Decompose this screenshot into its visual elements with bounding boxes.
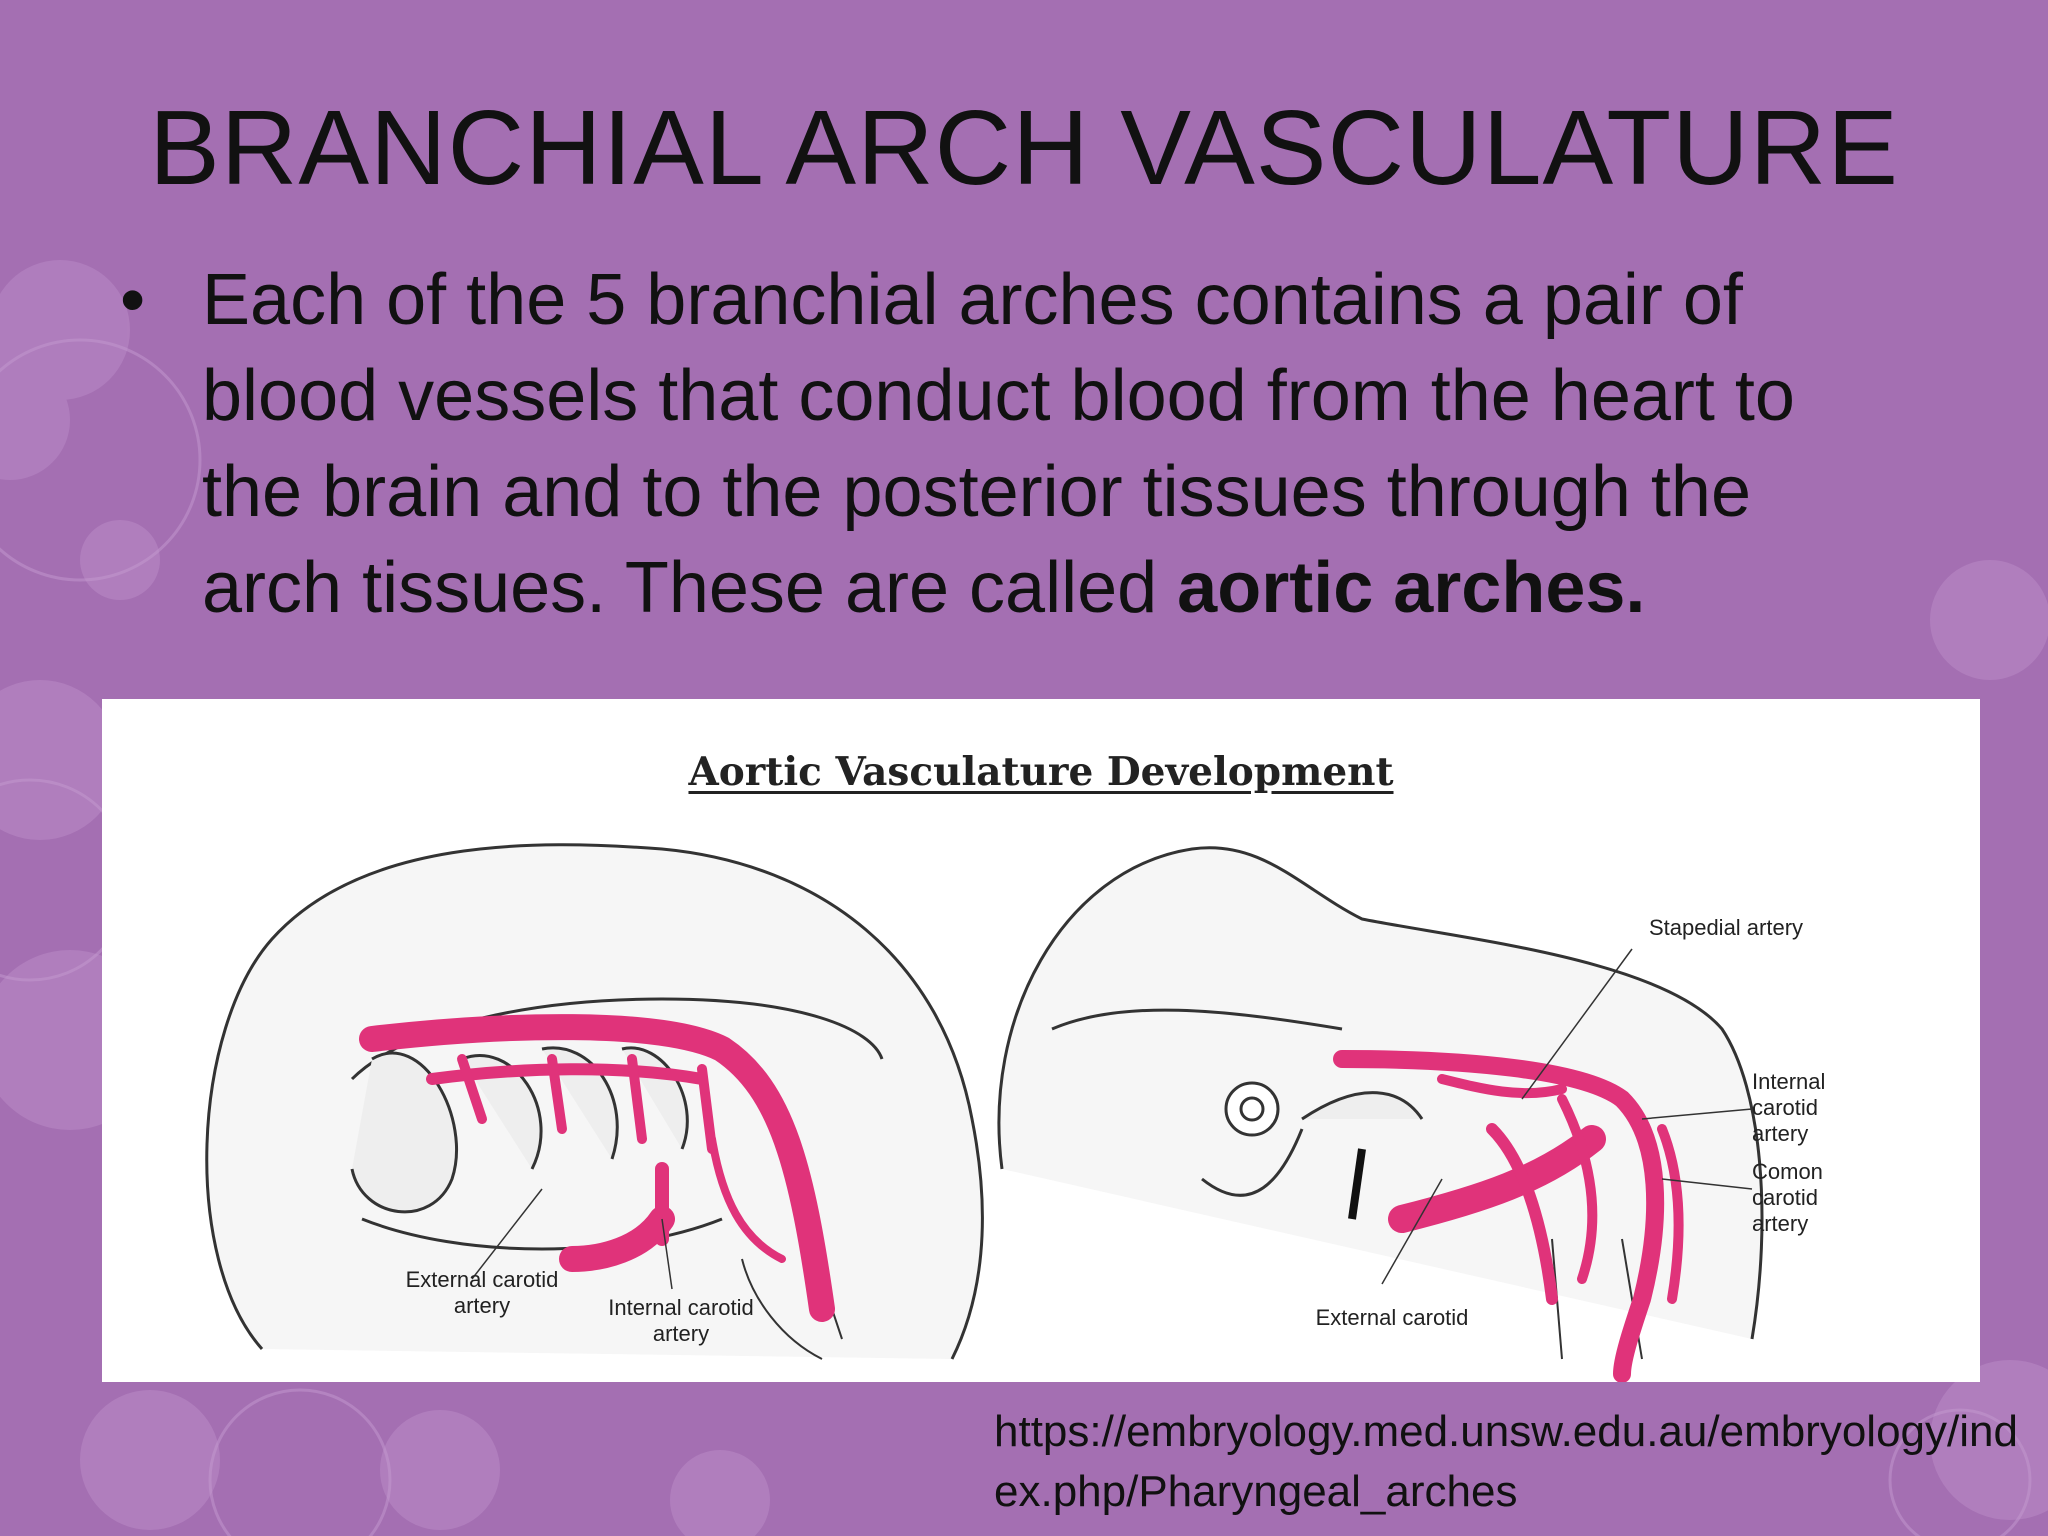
label-left-external-carotid: External carotid artery	[405, 1267, 559, 1318]
slide-title: BRANCHIAL ARCH VASCULATURE	[149, 89, 1899, 207]
bullet-text	[202, 252, 1902, 636]
bullet-body: Each of the 5 branchial arches contains a pair of blood vessels that conduct blood from the heart to the brain and to the posterior tissues through the arch tissues. These are called	[202, 260, 1795, 628]
left-embryo-drawing	[207, 845, 983, 1359]
label-left-internal-carotid: Internal carotid artery	[608, 1295, 754, 1346]
embryo-illustrations	[102, 699, 1980, 1382]
label-right-external-carotid: External carotid	[1315, 1305, 1469, 1330]
source-url: https://embryology.med.unsw.edu.au/embryology/index.php/Pharyngeal_arches	[994, 1407, 2018, 1516]
aortic-figure	[102, 699, 1980, 1382]
label-right-internal-carotid: Internal carotid artery	[1752, 1069, 1826, 1146]
figure-title: Aortic Vasculature Development	[688, 749, 1394, 795]
bullet-marker: •	[120, 260, 146, 340]
label-stapedial-artery: Stapedial artery	[1648, 915, 1804, 940]
bullet-bold-term: aortic arches.	[1177, 548, 1646, 628]
label-common-carotid: Comon carotid artery	[1752, 1159, 1823, 1236]
